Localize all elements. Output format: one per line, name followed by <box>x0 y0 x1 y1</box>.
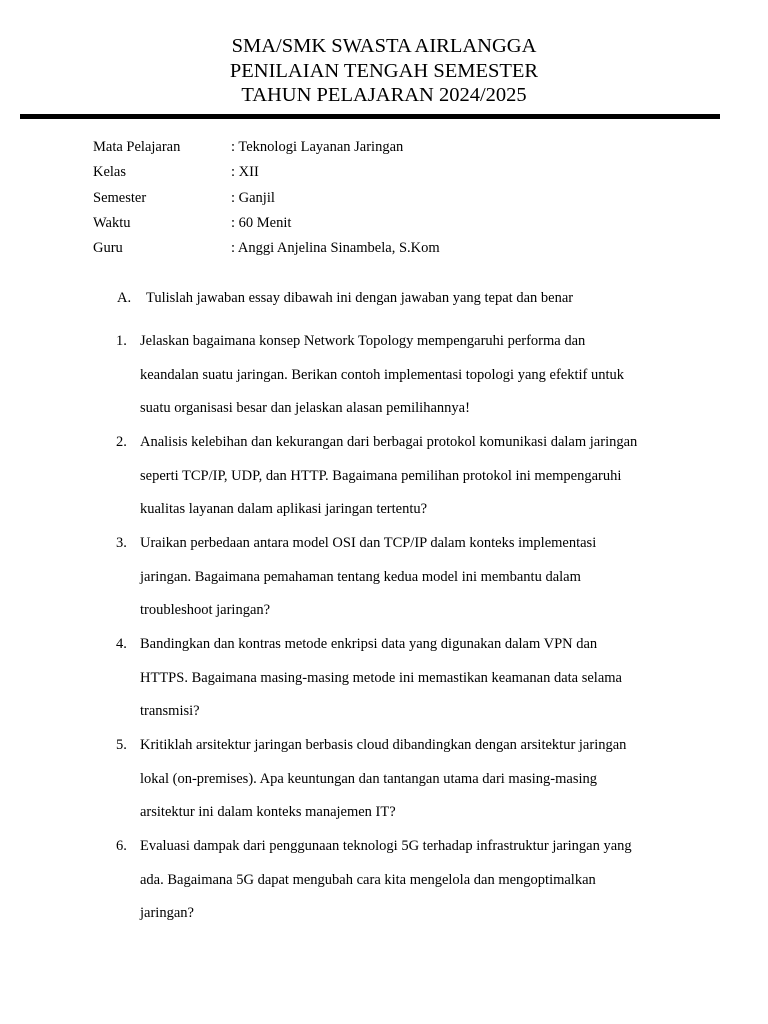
question-line: Uraikan perbedaan antara model OSI dan TCP/IP dalam konteks implementasi <box>140 535 597 551</box>
question-line: jaringan. Bagaimana pemahaman tentang kedua model ini membantu dalam <box>140 568 581 585</box>
question-text <box>140 532 680 633</box>
question-item <box>0 734 768 835</box>
question-text <box>140 734 680 835</box>
question-item <box>0 532 768 633</box>
question-number: 6. <box>116 838 127 854</box>
question-line: Jelaskan bagaimana konsep Network Topology mempengaruhi performa dan <box>140 333 586 349</box>
question-number: 2. <box>116 434 127 450</box>
info-label: Waktu <box>93 214 131 231</box>
question-line: Kritiklah arsitektur jaringan berbasis cloud dibandingkan dengan arsitektur jaringan <box>140 737 627 753</box>
question-line: jaringan? <box>140 905 194 922</box>
question-line: kualitas layanan dalam aplikasi jaringan tertentu? <box>140 501 428 518</box>
question-line: Analisis kelebihan dan kekurangan dari berbagai protokol komunikasi dalam jaringan <box>140 434 638 450</box>
header-divider <box>20 114 720 119</box>
info-value: : Ganjil <box>231 189 275 206</box>
question-line: suatu organisasi besar dan jelaskan alasan pemilihannya! <box>140 400 470 417</box>
question-item <box>0 431 768 532</box>
question-line: HTTPS. Bagaimana masing-masing metode ini memastikan keamanan data selama <box>140 669 622 686</box>
question-number: 1. <box>116 333 127 349</box>
question-number: 3. <box>116 535 127 551</box>
question-text <box>140 431 680 532</box>
question-line: lokal (on-premises). Apa keuntungan dan tantangan utama dari masing-masing <box>140 770 598 787</box>
question-line: troubleshoot jaringan? <box>140 602 271 619</box>
info-value: : Teknologi Layanan Jaringan <box>231 139 404 155</box>
info-value: : Anggi Anjelina Sinambela, S.Kom <box>231 240 440 257</box>
question-line: ada. Bagaimana 5G dapat mengubah cara kita mengelola dan mengoptimalkan <box>140 871 596 888</box>
question-list <box>0 330 768 936</box>
question-line: transmisi? <box>140 703 200 720</box>
section-instruction-text: Tulislah jawaban essay dibawah ini dengan jawaban yang tepat dan benar <box>146 290 574 306</box>
question-item <box>0 633 768 734</box>
question-line: arsitektur ini dalam konteks manajemen IT? <box>140 804 396 821</box>
question-text <box>140 330 680 431</box>
question-line: Bandingkan dan kontras metode enkripsi data yang digunakan dalam VPN dan <box>140 636 598 652</box>
section-letter: A. <box>117 290 132 306</box>
academic-year: TAHUN PELAJARAN 2024/2025 <box>241 84 527 106</box>
school-name: SMA/SMK SWASTA AIRLANGGA <box>231 35 537 57</box>
question-line: seperti TCP/IP, UDP, dan HTTP. Bagaimana pemilihan protokol ini mempengaruhi <box>140 467 622 484</box>
info-value: : 60 Menit <box>231 214 292 231</box>
info-label: Semester <box>93 189 147 206</box>
info-label: Mata Pelajaran <box>93 139 181 155</box>
question-item <box>0 835 768 936</box>
info-label: Guru <box>93 240 123 257</box>
question-item <box>0 330 768 431</box>
exam-title: PENILAIAN TENGAH SEMESTER <box>229 59 539 82</box>
question-number: 4. <box>116 636 127 652</box>
question-line: Evaluasi dampak dari penggunaan teknologi 5G terhadap infrastruktur jaringan yang <box>140 838 632 854</box>
question-text <box>140 633 680 734</box>
info-label: Kelas <box>93 164 127 181</box>
document-header <box>0 34 768 108</box>
question-text <box>140 835 680 936</box>
question-line: keandalan suatu jaringan. Berikan contoh implementasi topologi yang efektif untuk <box>140 366 625 383</box>
info-value: : XII <box>231 164 259 181</box>
question-number: 5. <box>116 737 127 753</box>
